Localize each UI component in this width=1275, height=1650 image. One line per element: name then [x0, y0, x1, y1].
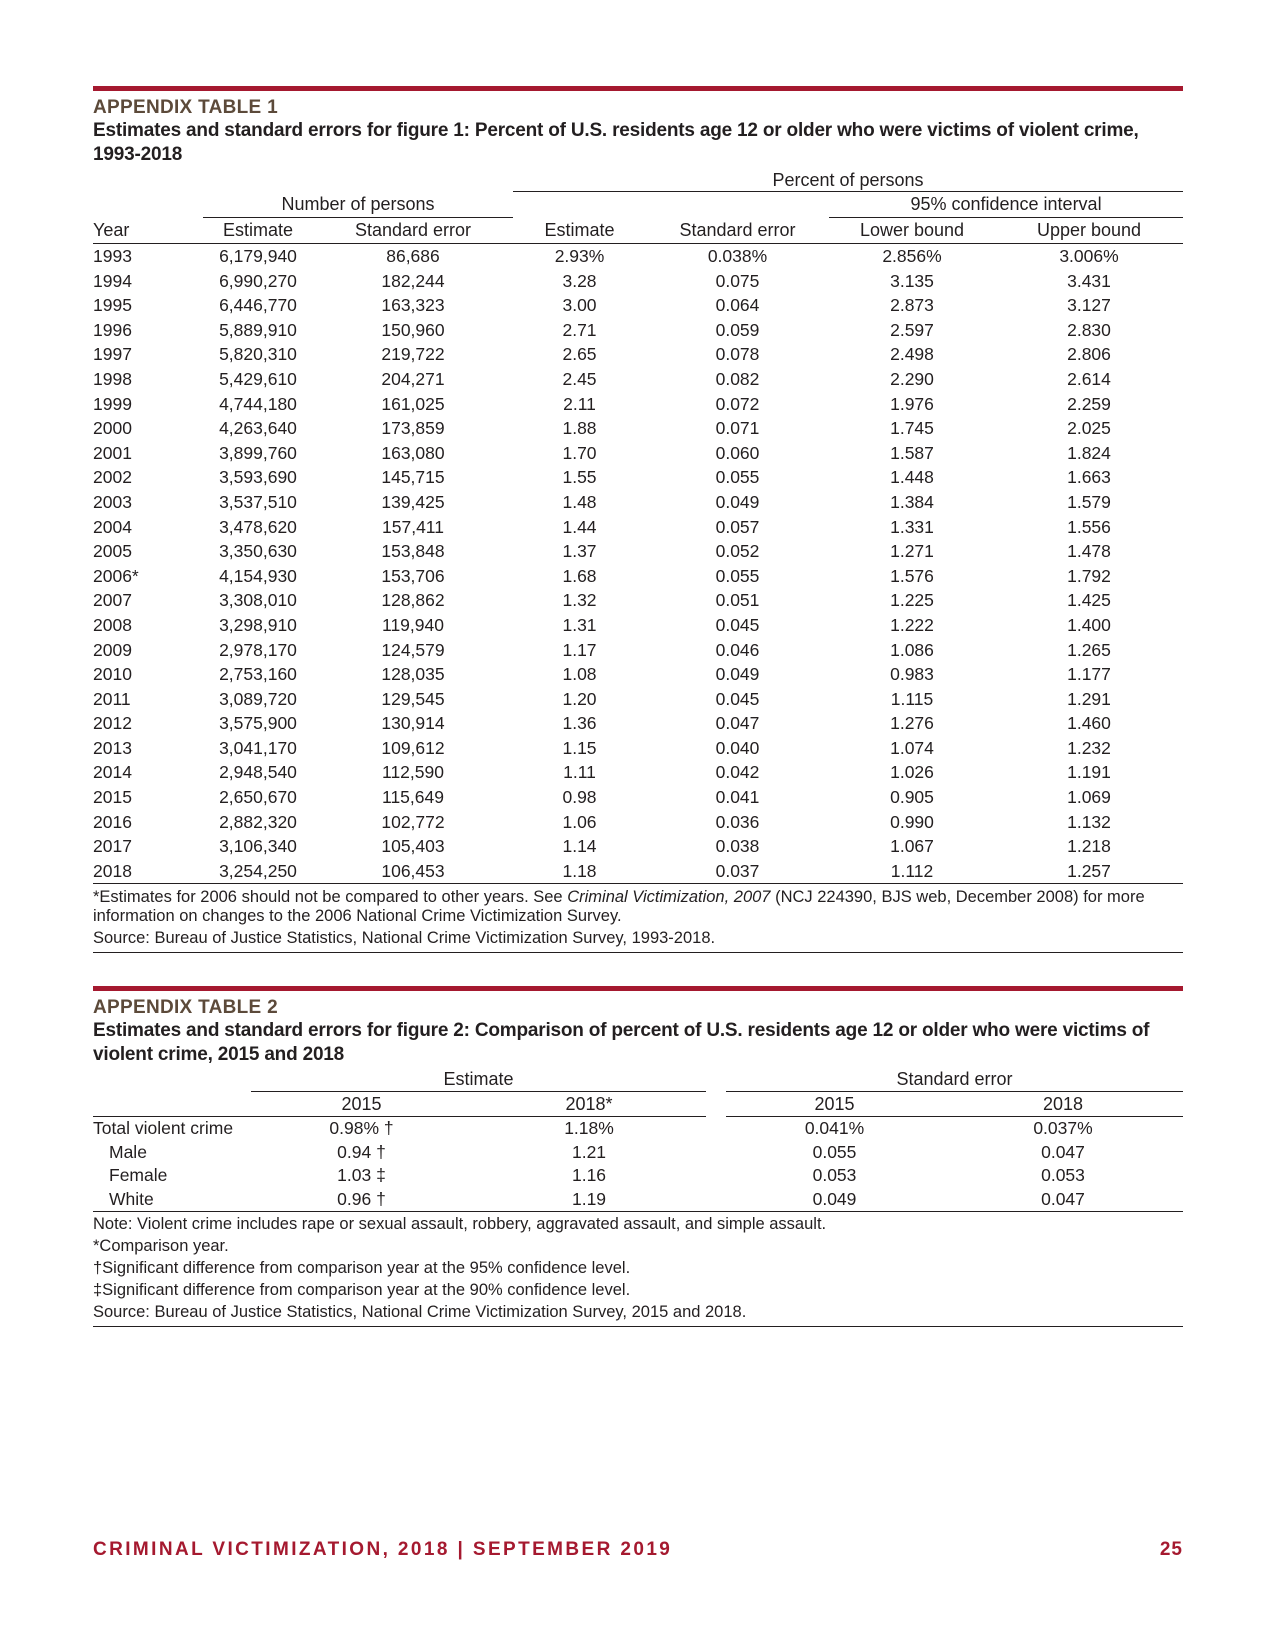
- table1-cell-hi: 1.425: [1067, 590, 1111, 611]
- table1-cell-hi: 2.259: [1067, 393, 1111, 414]
- table1-cell-p-est: 1.44: [562, 516, 597, 537]
- table1-cell-hi: 1.291: [1067, 688, 1111, 709]
- table1-cell-p-est: 1.48: [562, 491, 597, 512]
- table2-col-se-2018: 2018: [943, 1092, 1183, 1117]
- table2-cell-e2018: 1.16: [571, 1165, 607, 1185]
- table1-top-rule: [93, 86, 1183, 91]
- table2-cell-s2018: 0.047: [943, 1188, 1183, 1212]
- table1-cell-n-se: 86,686: [386, 246, 440, 266]
- table1-cell-p-se: 0.072: [715, 393, 760, 414]
- table1-cell-p-se: 0.057: [715, 516, 760, 537]
- table1-cell-n-est: 3,350,630: [219, 541, 297, 562]
- table1-cell-n-est: 6,446,770: [219, 295, 297, 316]
- table1-cell-p-se: 0.045: [715, 614, 760, 635]
- table1-cell-hi: 1.579: [1067, 491, 1111, 512]
- table1-cell-hi: 1.460: [1067, 713, 1111, 734]
- table1-cell-hi: 1.191: [1067, 762, 1111, 783]
- table1-group-ci: 95% confidence interval: [829, 192, 1183, 218]
- table1-cell-n-est: 3,593,690: [219, 467, 297, 488]
- table1-group-percent: Percent of persons: [513, 169, 1183, 192]
- table1-cell-n-se: 124,579: [381, 639, 445, 660]
- table1-cell-n-est: 5,820,310: [219, 344, 297, 365]
- table1-row: [93, 736, 1183, 761]
- table1-cell-p-est: 1.37: [562, 541, 597, 562]
- table1-cell-year: 2006*: [93, 565, 139, 586]
- table1-cell-p-est: 2.71: [562, 319, 597, 340]
- table1-cell-p-se: 0.052: [715, 541, 760, 562]
- table1-cell-n-se: 129,545: [381, 688, 445, 709]
- table1-col-number-estimate: Estimate: [203, 218, 313, 244]
- table2-group-estimate: Estimate: [251, 1067, 706, 1092]
- table1-cell-p-est: 2.93%: [554, 246, 605, 266]
- table1-cell-n-se: 204,271: [381, 368, 445, 389]
- table2-spacer: [706, 1164, 726, 1188]
- appendix-table-1: [93, 86, 1183, 953]
- table1-row: [93, 318, 1183, 343]
- table2-col-est-2015: 2015: [251, 1092, 472, 1117]
- table1-cell-n-est: 3,308,010: [219, 590, 297, 611]
- table1-cell-hi: 1.257: [995, 859, 1183, 884]
- table2-cell-e2018: 1.21: [571, 1141, 607, 1162]
- table1-cell-hi: 1.400: [1067, 614, 1111, 635]
- table2-cell-label: Male: [109, 1141, 147, 1162]
- table1-cell-year: 2017: [93, 836, 132, 857]
- table1-cell-n-est: 3,254,250: [203, 859, 313, 884]
- table1-cell-year: 1995: [93, 295, 132, 316]
- table1-cell-lo: 1.074: [890, 737, 934, 758]
- table1-cell-n-est: 2,882,320: [219, 811, 297, 832]
- table1-cell-n-est: 2,650,670: [219, 787, 297, 808]
- table2-row: [93, 1188, 1183, 1212]
- footer-title: CRIMINAL VICTIMIZATION, 2018 | SEPTEMBER 2019: [93, 1539, 673, 1560]
- table1-cell-n-est: 2,948,540: [219, 762, 297, 783]
- table1-col-year: Year: [93, 218, 203, 244]
- table2-cell-e2015: 0.98% †: [329, 1118, 394, 1138]
- table1-cell-p-se: 0.060: [715, 442, 760, 463]
- table1-cell-n-est: 2,978,170: [219, 639, 297, 660]
- table1-cell-p-est: 1.17: [562, 639, 597, 660]
- table2-cell-s2015: 0.055: [812, 1141, 857, 1162]
- table1-row: [93, 613, 1183, 638]
- table1-row: [93, 293, 1183, 318]
- table1-body: [93, 244, 1183, 884]
- table1-cell-n-est: 3,041,170: [219, 737, 297, 758]
- table1-cell-hi: 3.431: [1067, 270, 1111, 291]
- table2-notes: [93, 1212, 1183, 1327]
- table1-cell-lo: 1.086: [890, 639, 934, 660]
- table1-footnote-text: *Estimates for 2006 should not be compared to other years. See: [93, 888, 568, 907]
- table1-cell-n-se: 112,590: [382, 762, 444, 783]
- table1-cell-p-est: 1.15: [562, 737, 597, 758]
- table1-cell-year: 1993: [93, 246, 132, 266]
- table1-cell-n-est: 4,744,180: [219, 393, 297, 414]
- table1-cell-p-est: 1.32: [562, 590, 597, 611]
- table1-cell-lo: 2.290: [890, 368, 934, 389]
- table2-cell-e2015: 1.03 ‡: [337, 1165, 386, 1185]
- table1-footnote-text-end: (NCJ 224390, BJS web, December 2008) for more information on changes to the 2006 National Crime Victimization Survey.: [93, 888, 1145, 926]
- table1-cell-n-est: 4,263,640: [219, 418, 297, 439]
- table1-cell-n-est: 3,899,760: [219, 442, 297, 463]
- table1-cell-n-est: 5,429,610: [219, 368, 297, 389]
- table1-cell-p-se: 0.036: [715, 811, 760, 832]
- table1-cell-lo: 1.115: [890, 688, 934, 709]
- table1-cell-n-se: 105,403: [381, 836, 445, 857]
- table1-cell-n-est: 6,179,940: [219, 246, 297, 266]
- table1-cell-n-se: 153,848: [381, 541, 445, 562]
- table2-note: Note: Violent crime includes rape or sexual assault, robbery, aggravated assault, and simple assault.: [93, 1215, 827, 1233]
- table1-cell-lo: 1.225: [890, 590, 934, 611]
- table1-cell-year: 2015: [93, 787, 132, 808]
- table1-cell-lo: 2.873: [890, 295, 934, 316]
- table1-cell-n-est: 3,478,620: [219, 516, 297, 537]
- table2-cell-s2018: 0.053: [1041, 1165, 1085, 1185]
- table1-cell-hi: 1.792: [1067, 565, 1111, 586]
- table1-cell-hi: 1.265: [1067, 639, 1111, 660]
- table1-cell-lo: 0.983: [890, 664, 934, 685]
- page-number: 25: [1159, 1539, 1183, 1560]
- table1-cell-p-se: 0.038: [715, 836, 760, 857]
- table1-cell-p-se: 0.037: [646, 859, 829, 884]
- table1-cell-hi: 2.806: [1067, 344, 1111, 365]
- table1-cell-n-se: 163,323: [381, 295, 445, 316]
- table1-cell-year: 2001: [93, 442, 132, 463]
- table1-cell-hi: 1.218: [1067, 836, 1111, 857]
- table1-cell-n-est: 2,753,160: [219, 664, 297, 685]
- table1-cell-n-se: 109,612: [381, 737, 445, 758]
- table2-cell-s2015: 0.053: [812, 1165, 857, 1185]
- table2-body: [93, 1117, 1183, 1212]
- table1-cell-n-se: 106,453: [313, 859, 513, 884]
- table2-col-est-2018: 2018*: [472, 1092, 706, 1117]
- table1-row: [93, 244, 1183, 269]
- table2-note: ‡Significant difference from comparison year at the 90% confidence level.: [93, 1281, 631, 1299]
- table1-cell-p-se: 0.082: [715, 368, 760, 389]
- table1-cell-lo: 1.448: [890, 467, 934, 488]
- table1-cell-p-est: 0.98: [562, 787, 597, 808]
- table1-cell-hi: 3.127: [1067, 295, 1111, 316]
- table1-row: [93, 342, 1183, 367]
- table2-cell-s2018: 0.037%: [1033, 1118, 1093, 1138]
- table1-row: [93, 810, 1183, 835]
- table1-cell-n-est: 3,089,720: [219, 688, 297, 709]
- table1-cell-p-est: 1.68: [562, 565, 597, 586]
- table1-cell-lo: 2.856%: [882, 246, 942, 266]
- table2-group-se: Standard error: [726, 1067, 1183, 1092]
- table1-cell-p-est: 1.36: [562, 713, 597, 734]
- table1-cell-hi: 1.663: [1067, 467, 1111, 488]
- table1-cell-n-se: 182,244: [381, 270, 445, 291]
- table1-cell-p-est: 1.20: [562, 688, 597, 709]
- table2-row: [93, 1141, 1183, 1165]
- table1-col-lower: Lower bound: [829, 218, 995, 244]
- table1-cell-n-se: 119,940: [382, 614, 444, 635]
- table1-group-number: Number of persons: [203, 192, 513, 218]
- table1-cell-p-se: 0.042: [715, 762, 760, 783]
- table1-cell-lo: 0.990: [890, 811, 934, 832]
- table1-col-number-se: Standard error: [313, 218, 513, 244]
- table1-cell-p-se: 0.055: [715, 467, 760, 488]
- table1-cell-p-se: 0.064: [715, 295, 760, 316]
- table1-cell-p-est: 2.45: [562, 368, 597, 389]
- table1-row: [93, 834, 1183, 859]
- table2-row: [93, 1117, 1183, 1141]
- table1-cell-n-se: 161,025: [381, 393, 445, 414]
- table1-row: [93, 539, 1183, 564]
- table1-cell-lo: 1.587: [890, 442, 934, 463]
- table1-cell-p-est: 1.88: [562, 418, 597, 439]
- table1-cell-hi: 2.830: [1067, 319, 1111, 340]
- table1-label: APPENDIX TABLE 1: [93, 97, 278, 118]
- table1-row: [93, 515, 1183, 540]
- table1-cell-p-est: 1.31: [562, 614, 597, 635]
- table1-cell-p-se: 0.071: [715, 418, 760, 439]
- table1-cell-n-se: 128,862: [381, 590, 445, 611]
- table2-cell-e2015: 0.96 †: [251, 1188, 472, 1212]
- table1-cell-p-est: 2.65: [562, 344, 597, 365]
- table1-cell-n-se: 150,960: [381, 319, 445, 340]
- table2-top-rule: [93, 986, 1183, 991]
- table1-cell-p-se: 0.075: [715, 270, 760, 291]
- table1-row: [93, 785, 1183, 810]
- table1-footnote-italic: Criminal Victimization, 2007: [567, 888, 771, 907]
- table1-cell-n-est: 3,537,510: [219, 491, 297, 512]
- table1-cell-n-se: 102,772: [381, 811, 445, 832]
- table1-cell-p-se: 0.049: [715, 664, 760, 685]
- table1-cell-n-se: 139,425: [381, 491, 445, 512]
- table1-cell-n-est: 3,575,900: [219, 713, 297, 734]
- table1-cell-n-est: 5,889,910: [219, 319, 297, 340]
- table1-cell-n-se: 145,715: [381, 467, 445, 488]
- table1-cell-p-se: 0.049: [715, 491, 760, 512]
- table2-note: Source: Bureau of Justice Statistics, National Crime Victimization Survey, 2015 and 2018.: [93, 1303, 747, 1321]
- table1-cell-year: 1998: [93, 368, 132, 389]
- table1-row: [93, 269, 1183, 294]
- table1-cell-lo: 1.384: [890, 491, 934, 512]
- table2-cell-e2018: 1.18%: [564, 1118, 614, 1138]
- table1-cell-year: 2008: [93, 614, 132, 635]
- table1-cell-year: 2004: [93, 516, 132, 537]
- table1-cell-lo: 1.026: [890, 762, 934, 783]
- table2-note: *Comparison year.: [93, 1237, 229, 1255]
- table1-cell-lo: 2.597: [890, 319, 934, 340]
- table1-cell-p-se: 0.040: [715, 737, 760, 758]
- table1-cell-p-se: 0.041: [715, 787, 760, 808]
- table2-cell-s2015: 0.049: [726, 1188, 943, 1212]
- table1-grid: [93, 169, 1183, 884]
- table1-title: Estimates and standard errors for figure 1: Percent of U.S. residents age 12 or older who were victims of violent crime, 1993-2018: [93, 120, 1139, 165]
- table1-row: [93, 711, 1183, 736]
- table1-cell-lo: 1.331: [890, 516, 934, 537]
- table1-cell-p-est: 1.18: [513, 859, 646, 884]
- table1-cell-n-se: 157,411: [382, 516, 444, 537]
- table1-row: [93, 465, 1183, 490]
- table1-cell-year: 2018: [93, 859, 203, 884]
- table1-cell-p-se: 0.046: [715, 639, 760, 660]
- table1-cell-lo: 1.276: [890, 713, 934, 734]
- table1-cell-p-est: 1.14: [562, 836, 597, 857]
- table1-cell-hi: 1.232: [1067, 737, 1111, 758]
- table1-row: [93, 490, 1183, 515]
- table1-cell-p-est: 1.08: [562, 664, 597, 685]
- table1-cell-hi: 1.478: [1067, 541, 1111, 562]
- table1-row: [93, 760, 1183, 785]
- table1-cell-year: 2011: [93, 688, 131, 709]
- table1-cell-year: 2000: [93, 418, 132, 439]
- table1-cell-lo: 2.498: [890, 344, 934, 365]
- table1-row: [93, 638, 1183, 663]
- table1-cell-n-est: 6,990,270: [219, 270, 297, 291]
- table2-cell-label: Female: [109, 1165, 168, 1185]
- table1-row: [93, 662, 1183, 687]
- table1-cell-p-est: 1.55: [562, 467, 597, 488]
- table1-cell-lo: 1.222: [890, 614, 934, 635]
- table1-cell-lo: 1.976: [890, 393, 934, 414]
- table1-cell-year: 2007: [93, 590, 132, 611]
- table2-note: †Significant difference from comparison year at the 95% confidence level.: [93, 1259, 631, 1277]
- table2-spacer: [706, 1141, 726, 1165]
- table1-cell-n-se: 130,914: [381, 713, 445, 734]
- table2-cell-label: White: [93, 1188, 251, 1212]
- table1-cell-year: 2005: [93, 541, 132, 562]
- table1-cell-p-est: 1.11: [563, 762, 596, 783]
- table2-grid: [93, 1067, 1183, 1212]
- table1-cell-n-se: 128,035: [381, 664, 445, 685]
- table1-col-percent-se: Standard error: [646, 218, 829, 244]
- table2-cell-e2018: 1.19: [472, 1188, 706, 1212]
- table2-row: [93, 1164, 1183, 1188]
- table1-col-percent-estimate: Estimate: [513, 218, 646, 244]
- table1-cell-hi: 1.824: [1067, 442, 1111, 463]
- table1-cell-n-est: 4,154,930: [219, 565, 297, 586]
- table1-cell-lo: 1.067: [890, 836, 934, 857]
- table1-cell-n-se: 153,706: [381, 565, 445, 586]
- table1-cell-p-se: 0.051: [715, 590, 760, 611]
- table1-cell-year: 1999: [93, 393, 132, 414]
- table1-row: [93, 367, 1183, 392]
- table1-cell-hi: 1.177: [1067, 664, 1111, 685]
- table1-footnote: [93, 888, 1183, 926]
- table1-row: [93, 588, 1183, 613]
- table1-cell-year: 2016: [93, 811, 132, 832]
- table1-col-upper: Upper bound: [995, 218, 1183, 244]
- table1-row: [93, 441, 1183, 466]
- table1-cell-p-se: 0.055: [715, 565, 760, 586]
- table1-cell-year: 1997: [93, 344, 132, 365]
- table1-cell-n-est: 3,298,910: [219, 614, 297, 635]
- table1-cell-n-se: 163,080: [381, 442, 445, 463]
- table1-cell-p-se: 0.059: [715, 319, 760, 340]
- table1-cell-n-se: 173,859: [381, 418, 445, 439]
- table2-spacer: [706, 1188, 726, 1212]
- table1-cell-p-est: 3.28: [562, 270, 597, 291]
- table1-cell-p-est: 3.00: [562, 295, 597, 316]
- table1-source: Source: Bureau of Justice Statistics, National Crime Victimization Survey, 1993-2018.: [93, 929, 716, 948]
- table1-cell-n-se: 219,722: [381, 344, 445, 365]
- table1-cell-hi: 1.132: [1067, 811, 1111, 832]
- table1-cell-hi: 1.556: [1067, 516, 1111, 537]
- table2-spacer: [706, 1117, 726, 1141]
- table1-notes: [93, 884, 1183, 953]
- table1-cell-hi: 1.069: [1067, 787, 1111, 808]
- table1-cell-hi: 2.614: [1067, 368, 1111, 389]
- table1-cell-p-est: 1.06: [562, 811, 597, 832]
- table1-cell-hi: 2.025: [1067, 418, 1111, 439]
- table1-row: [93, 416, 1183, 441]
- table1-cell-lo: 1.112: [829, 859, 995, 884]
- table1-cell-year: 2009: [93, 639, 132, 660]
- table1-cell-lo: 0.905: [890, 787, 934, 808]
- table1-cell-hi: 3.006%: [1059, 246, 1119, 266]
- table1-cell-year: 2012: [93, 713, 132, 734]
- table1-cell-year: 2010: [93, 664, 132, 685]
- table1-cell-lo: 1.745: [890, 418, 934, 439]
- table1-cell-year: 1994: [93, 270, 132, 291]
- table2-col-se-2015: 2015: [726, 1092, 943, 1117]
- table1-cell-year: 1996: [93, 319, 132, 340]
- appendix-table-2: [93, 986, 1183, 1327]
- table1-cell-p-se: 0.038%: [707, 246, 768, 266]
- table1-cell-n-est: 3,106,340: [219, 836, 297, 857]
- table2-title: Estimates and standard errors for figure 2: Comparison of percent of U.S. residents age 12 or older who were victims of violent crime, 2015 and 2018: [93, 1020, 1150, 1065]
- table1-cell-p-est: 2.11: [563, 393, 596, 414]
- table1-cell-year: 2013: [93, 737, 132, 758]
- table1-cell-lo: 3.135: [890, 270, 934, 291]
- table1-cell-lo: 1.576: [890, 565, 934, 586]
- table1-row: [93, 859, 1183, 884]
- table2-cell-s2015: 0.041%: [804, 1118, 865, 1138]
- table2-cell-s2018: 0.047: [1041, 1141, 1085, 1162]
- table1-row: [93, 392, 1183, 417]
- table1-cell-p-se: 0.045: [715, 688, 760, 709]
- table1-cell-n-se: 115,649: [382, 787, 444, 808]
- table2-label: APPENDIX TABLE 2: [93, 997, 278, 1018]
- table2-cell-e2015: 0.94 †: [337, 1141, 386, 1162]
- table1-cell-year: 2014: [93, 762, 132, 783]
- table1-cell-year: 2003: [93, 491, 132, 512]
- table2-cell-label: Total violent crime: [93, 1118, 234, 1138]
- table1-cell-p-se: 0.047: [715, 713, 760, 734]
- table1-cell-p-est: 1.70: [562, 442, 597, 463]
- table1-row: [93, 564, 1183, 589]
- table1-row: [93, 687, 1183, 712]
- table1-cell-p-se: 0.078: [715, 344, 760, 365]
- table1-cell-year: 2002: [93, 467, 132, 488]
- table1-cell-lo: 1.271: [890, 541, 934, 562]
- page-footer: [93, 1539, 1183, 1561]
